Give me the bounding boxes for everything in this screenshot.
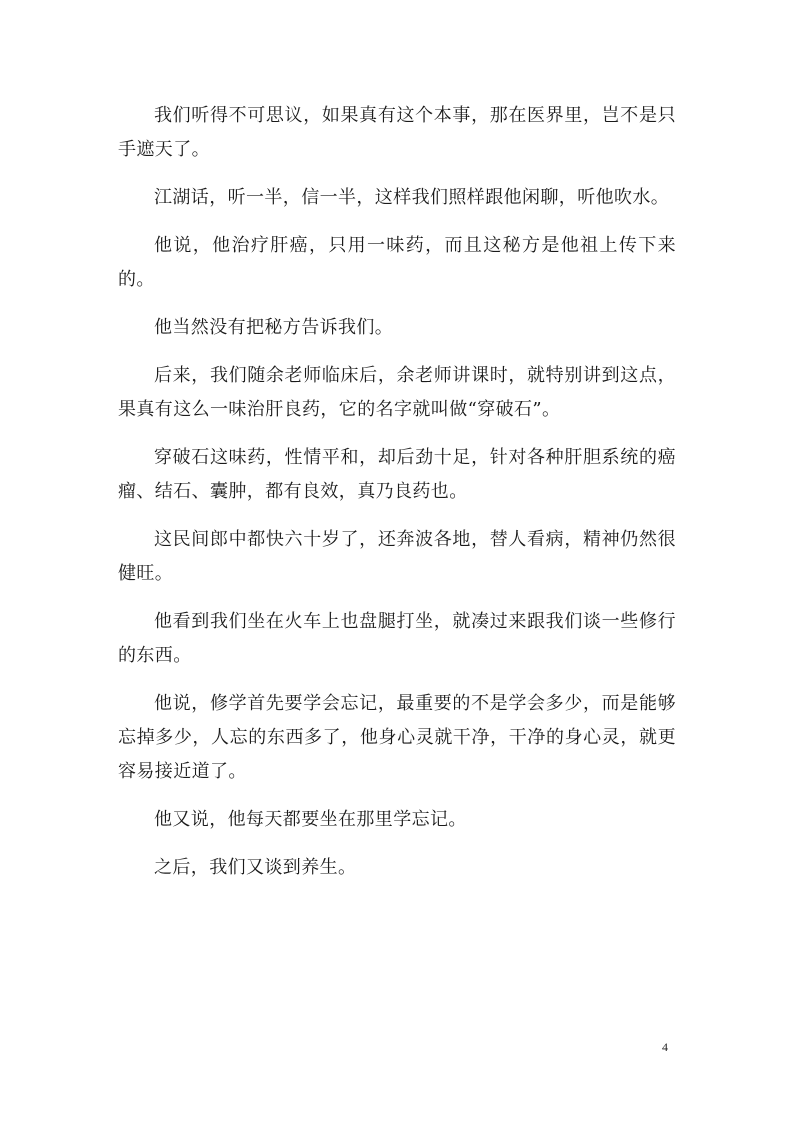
paragraph-7: 这民间郎中都快六十岁了，还奔波各地，替人看病，精神仍然很健旺。 xyxy=(118,529,676,584)
paragraph-6: 穿破石这味药，性情平和，却后劲十足，针对各种肝胆系统的癌瘤、结石、囊肿，都有良效，真乃良药也。 xyxy=(118,447,676,502)
page-number: 4 xyxy=(662,1040,668,1054)
paragraph-9: 他说，修学首先要学会忘记，最重要的不是学会多少，而是能够忘掉多少，人忘的东西多了，他身心灵就干净，干净的身心灵，就更容易接近道了。 xyxy=(118,693,676,782)
paragraph-8: 他看到我们坐在火车上也盘腿打坐，就凑过来跟我们谈一些修行的东西。 xyxy=(118,611,676,666)
paragraph-11: 之后，我们又谈到养生。 xyxy=(154,857,357,878)
paragraph-1: 我们听得不可思议，如果真有这个本事，那在医界里，岂不是只手遮天了。 xyxy=(118,105,676,160)
paragraph-2: 江湖话，听一半，信一半，这样我们照样跟他闲聊，听他吹水。 xyxy=(154,187,670,208)
paragraph-3: 他说，他治疗肝癌，只用一味药，而且这秘方是他祖上传下来的。 xyxy=(118,235,676,290)
paragraph-10: 他又说，他每天都要坐在那里学忘记。 xyxy=(154,809,467,830)
body-text xyxy=(118,99,676,899)
paragraph-5: 后来，我们随余老师临床后，余老师讲课时，就特别讲到这点，果真有这么一味治肝良药，它的名字就叫做“穿破石”。 xyxy=(118,365,676,420)
paragraph-4: 他当然没有把秘方告诉我们。 xyxy=(154,317,394,338)
